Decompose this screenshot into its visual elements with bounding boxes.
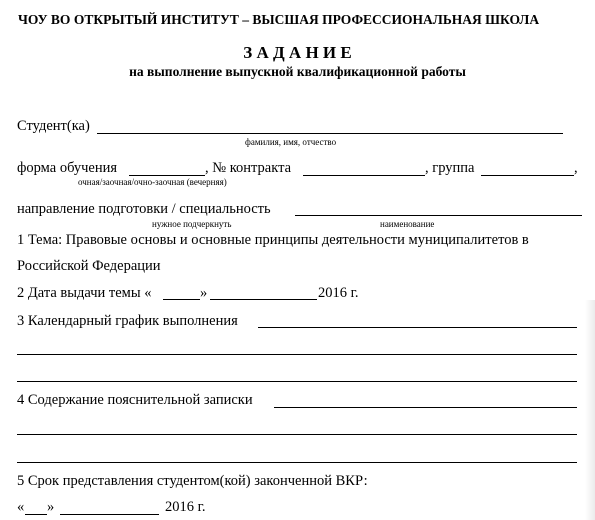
direction-hint-underline: нужное подчеркнуть: [152, 219, 232, 229]
student-label: Студент(ка): [17, 118, 90, 134]
issue-date-close-quote: »: [200, 285, 208, 301]
issue-day-field[interactable]: [163, 299, 200, 300]
page-edge-shadow: [585, 300, 595, 520]
topic-line-1: 1 Тема: Правовые основы и основные принципы деятельности муниципалитетов в: [17, 232, 529, 248]
contents-field-2[interactable]: [17, 434, 577, 435]
topic-line-2: Российской Федерации: [17, 258, 161, 274]
deadline-day-field[interactable]: [25, 514, 47, 515]
issue-date-label: 2 Дата выдачи темы «: [17, 285, 152, 301]
issue-month-field[interactable]: [210, 299, 317, 300]
schedule-field-2[interactable]: [17, 354, 577, 355]
deadline-year: 2016 г.: [165, 499, 206, 515]
direction-name-field[interactable]: [295, 215, 582, 216]
issue-year: 2016 г.: [318, 285, 359, 301]
deadline-open-quote: «: [17, 499, 25, 515]
schedule-field-1[interactable]: [258, 327, 577, 328]
deadline-close-quote: »: [47, 499, 55, 515]
contents-field-3[interactable]: [17, 462, 577, 463]
direction-hint-name: наименование: [380, 219, 435, 229]
group-trailing-comma: ,: [574, 160, 578, 176]
schedule-label: 3 Календарный график выполнения: [17, 313, 238, 329]
deadline-label: 5 Срок представления студентом(кой) законченной ВКР:: [17, 473, 368, 489]
student-name-field[interactable]: [97, 133, 563, 134]
student-name-hint: фамилия, имя, отчество: [245, 137, 337, 147]
contract-number-field[interactable]: [303, 175, 425, 176]
contents-label: 4 Содержание пояснительной записки: [17, 392, 253, 408]
group-field[interactable]: [481, 175, 574, 176]
document-title: З А Д А Н И Е: [243, 43, 352, 62]
institute-name: ЧОУ ВО ОТКРЫТЫЙ ИНСТИТУТ – ВЫСШАЯ ПРОФЕССИОНАЛЬНАЯ ШКОЛА: [18, 12, 540, 27]
schedule-field-3[interactable]: [17, 381, 577, 382]
study-form-label: форма обучения: [17, 160, 118, 176]
contents-field-1[interactable]: [274, 407, 577, 408]
group-label: , группа: [425, 160, 475, 176]
study-form-hint: очная/заочная/очно-заочная (вечерняя): [78, 177, 227, 187]
deadline-month-field[interactable]: [60, 514, 159, 515]
direction-label: направление подготовки / специальность: [17, 201, 271, 217]
study-form-field[interactable]: [129, 175, 205, 176]
document-subtitle: на выполнение выпускной квалификационной работы: [129, 64, 466, 79]
contract-label: , № контракта: [205, 160, 292, 176]
